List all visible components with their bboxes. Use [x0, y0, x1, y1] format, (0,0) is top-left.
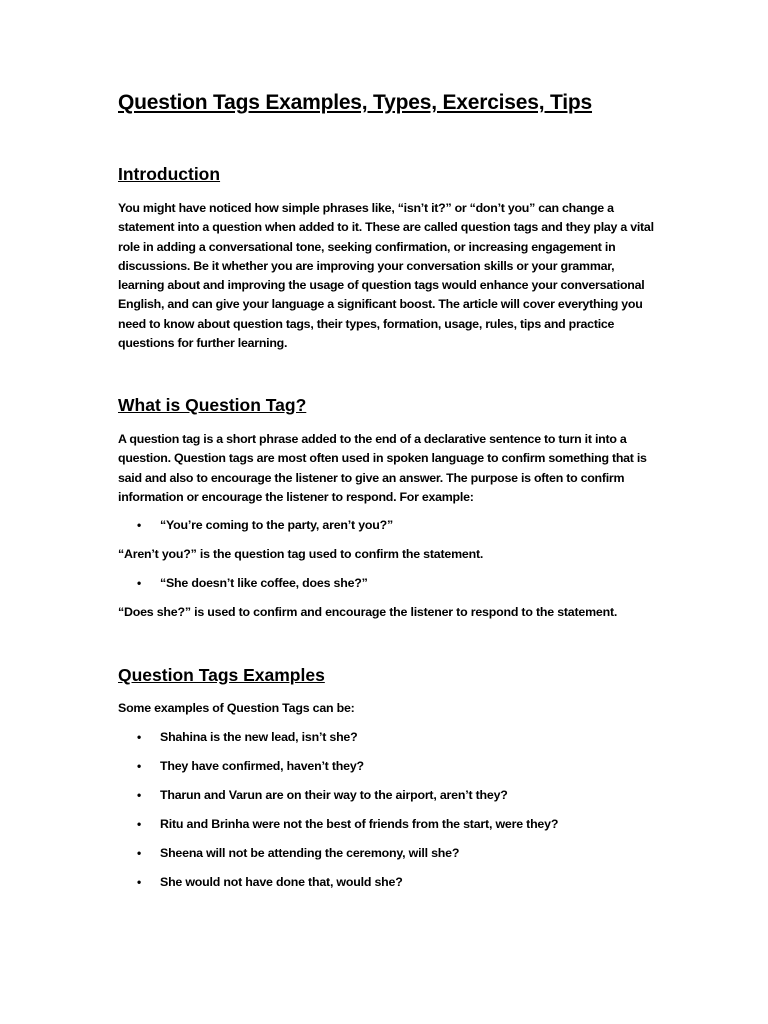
- list-item: [118, 730, 558, 759]
- example-explanation: “Aren’t you?” is the question tag used to confirm the statement.: [118, 547, 484, 561]
- bullet-icon: •: [137, 730, 142, 744]
- list-item: [118, 759, 558, 788]
- bullet-icon: •: [137, 759, 142, 773]
- example-sentence: “She doesn’t like coffee, does she?”: [160, 576, 368, 590]
- example-sentence: Ritu and Brinha were not the best of friends from the start, were they?: [160, 817, 559, 831]
- document-title: Question Tags Examples, Types, Exercises, Tips: [118, 91, 593, 114]
- example-list-2: [118, 576, 368, 605]
- list-item: [118, 788, 558, 817]
- example-list-1: [118, 518, 393, 547]
- bullet-icon: •: [137, 788, 142, 802]
- section-heading-introduction: Introduction: [118, 164, 221, 184]
- example-sentence: “You’re coming to the party, aren’t you?”: [160, 518, 393, 532]
- bullet-icon: •: [137, 875, 142, 889]
- list-item: [118, 846, 558, 875]
- section-heading-question-tags-examples: Question Tags Examples: [118, 665, 325, 685]
- bullet-icon: •: [137, 846, 142, 860]
- bullet-icon: •: [137, 817, 142, 831]
- example-sentence: They have confirmed, haven’t they?: [160, 759, 364, 773]
- section-heading-what-is-question-tag: What is Question Tag?: [118, 395, 307, 415]
- examples-list: [118, 730, 558, 904]
- definition-paragraph: A question tag is a short phrase added to the end of a declarative sentence to turn it into a question. Question tags are most often used in spoken language to confirm something that is said and also to encourage the listener to give an answer. The purpose is often to confirm information or encourage the listener to respond. For example:: [118, 432, 647, 504]
- example-explanation: “Does she?” is used to confirm and encourage the listener to respond to the statement.: [118, 605, 618, 619]
- intro-paragraph: You might have noticed how simple phrases like, “isn’t it?” or “don’t you” can change a statement into a question when added to it. These are called question tags and they play a vital role in adding a conversational tone, seeking confirmation, or increasing engagement in discussions. Be it whether you are improving your conversation skills or your grammar, learning about and improving the usage of question tags would enhance your conversational English, and can give your language a significant boost. The article will cover everything you need to know about question tags, their types, formation, usage, rules, tips and practice questions for further learning.: [118, 201, 654, 351]
- bullet-icon: •: [137, 576, 142, 590]
- example-sentence: Tharun and Varun are on their way to the airport, aren’t they?: [160, 788, 508, 802]
- bullet-icon: •: [137, 518, 142, 532]
- example-sentence: Sheena will not be attending the ceremony, will she?: [160, 846, 460, 860]
- list-item: [118, 518, 393, 547]
- example-sentence: She would not have done that, would she?: [160, 875, 403, 889]
- list-item: [118, 875, 558, 904]
- list-item: [118, 576, 368, 605]
- example-sentence: Shahina is the new lead, isn’t she?: [160, 730, 358, 744]
- examples-intro: Some examples of Question Tags can be:: [118, 701, 355, 715]
- list-item: [118, 817, 558, 846]
